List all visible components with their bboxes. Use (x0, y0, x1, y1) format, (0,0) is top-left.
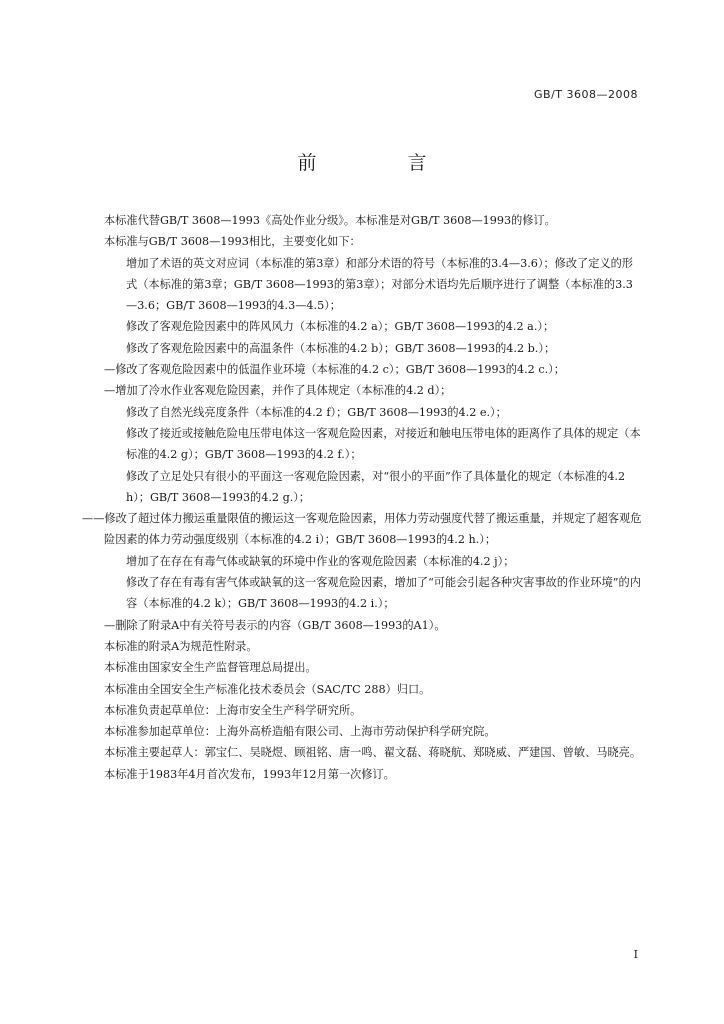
paragraph: 修改了接近或接触危险电压带电体这一客观危险因素，对接近和触电压带电体的距离作了具体的规定（本标准的4.2 g）；GB/T 3608—1993的4.2 f.）； (126, 426, 641, 462)
paragraph: 本标准的附录A为规范性附录。 (104, 639, 258, 653)
standard-code: GB/T 3608—2008 (534, 88, 638, 101)
paragraph: 修改了客观危险因素中的阵风风力（本标准的4.2 a）；GB/T 3608—1993的4.2 a.）； (126, 320, 555, 334)
document-body (82, 210, 644, 785)
paragraph: ——修改了超过体力搬运重量限值的搬运这一客观危险因素，用体力劳动强度代替了搬运重量，并规定了超客观危险因素的体力劳动强度级别（本标准的4.2 i）；GB/T 3608—1993的4.2 h.）； (82, 512, 642, 547)
paragraph: 修改了客观危险因素中的高温条件（本标准的4.2 b）；GB/T 3608—1993的4.2 b.）； (126, 341, 556, 355)
paragraph: 本标准于1983年4月首次发布，1993年12月第一次修订。 (104, 767, 395, 781)
paragraph: 本标准由全国安全生产标准化技术委员会（SAC/TC 288）归口。 (104, 682, 431, 696)
paragraph: —删除了附录A中有关符号表示的内容（GB/T 3608—1993的A1）。 (104, 618, 446, 632)
paragraph: 增加了在存在有毒气体或缺氧的环境中作业的客观危险因素（本标准的4.2 j）； (126, 554, 515, 568)
paragraph: 本标准参加起草单位：上海外高桥造船有限公司、上海市劳动保护科学研究院。 (104, 725, 496, 739)
paragraph: 本标准主要起草人：郭宝仁、吴晓煜、顾祖铭、唐一鸣、翟文磊、蒋晓航、郑晓威、严建国、曾敏、马晓亮。 (104, 746, 642, 760)
page-title: 前 言 (297, 152, 463, 174)
paragraph: 增加了术语的英文对应词（本标准的第3章）和部分术语的符号（本标准的3.4—3.6）；修改了定义的形式（本标准的第3章；GB/T 3608—1993的第3章）；对部分术语均先后顺序进行了调整（本标准的3.3—3.6；GB/T 3608—1993的4.3—4.5）； (126, 256, 633, 313)
page-number: I (633, 948, 638, 961)
paragraph: 本标准由国家安全生产监督管理总局提出。 (104, 661, 317, 675)
paragraph: 修改了存在有毒有害气体或缺氧的这一客观危险因素，增加了“可能会引起各种灾害事故的作业环境”的内容（本标准的4.2 k）；GB/T 3608—1993的4.2 i.）； (126, 576, 641, 611)
paragraph: 修改了立足处只有很小的平面这一客观危险因素，对“很小的平面”作了具体量化的规定（本标准的4.2 h）；GB/T 3608—1993的4.2 g.）； (126, 469, 626, 504)
paragraph: 本标准代替GB/T 3608—1993《高处作业分级》。本标准是对GB/T 3608—1993的修订。 (104, 214, 556, 227)
paragraph: 本标准与GB/T 3608—1993相比，主要变化如下： (104, 235, 361, 249)
paragraph: —增加了冷水作业客观危险因素，并作了具体规定（本标准的4.2 d）； (104, 384, 452, 398)
paragraph: 修改了自然光线亮度条件（本标准的4.2 f）；GB/T 3608—1993的4.2 e.）； (126, 405, 507, 419)
paragraph: —修改了客观危险因素中的低温作业环境（本标准的4.2 c）；GB/T 3608—1993的4.2 c.）； (104, 363, 565, 377)
paragraph: 本标准负责起草单位：上海市安全生产科学研究所。 (104, 703, 362, 717)
